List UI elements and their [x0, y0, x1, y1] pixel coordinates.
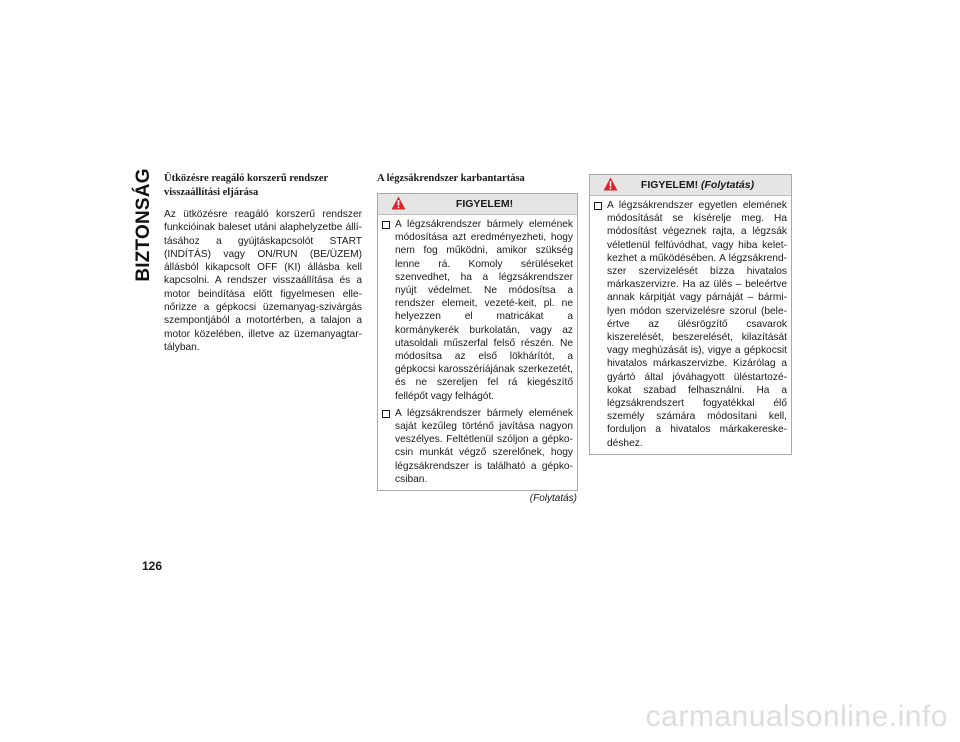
warning-item-text: A légzsákrendszer egyetlen elemének módosítását se kísérelje meg. Ha módosítást végeznek rajta, a légzsák véletlenül felfúvódhat, vagy hiba kelet-kezhet a működésében. A légzsákrend-szer szervizelését bízza hivatalos márkaszervizre. Ha az ülés – beleértve annak kárpitját vagy párnáját – bármi-lyen módon szervizelésre szorul (bele-értve az ülésrögzítő csavarok kiszerelését, beszerelését, kilazítását vagy meghúzását is), vigye a gépkocsit hivatalos márkaszervizbe. Kizárólag a gyártó által jóváhagyott üléstartozé-kokat szabad felhasználni. Ha a légzsákrendszert fogyatékkal élő személy számára módosítani kell, forduljon a hivatalos márkakereske-déshez. [607, 200, 787, 449]
warning-header-continued [590, 175, 791, 196]
section-side-tab [132, 170, 156, 280]
airbag-maintenance-heading: A légzsákrendszer karbantartása [377, 173, 525, 184]
reset-procedure-text: Az ütközésre reagáló korszerű rendszer funkcióinak baleset utáni alaphelyzetbe állí-tásához a gyújtáskapcsolót START (INDÍTÁS) vagy ON/RUN (BE/ÜZEM) állásból kikapcsolt OFF (KI) állásba kell kapcsolni. A rendszer visszaállítása és a motor beindítása előtt figyelmesen elle-nőrizze a gépkocsi üzemanyag-szivárgás szempontjából a motortérben, a talajon a motor közelében, illetve az üzemanyagtar-tályban. [164, 209, 362, 353]
warning-body [378, 215, 577, 490]
checkbox-bullet-icon [382, 410, 390, 418]
warning-title-continued [590, 175, 791, 195]
warning-body-continued [590, 196, 791, 454]
warning-box [377, 193, 578, 491]
reset-procedure-heading: Ütközésre reagáló korszerű rendszer visszaállítási eljárása [164, 173, 328, 198]
warning-title-cont: (Folytatás) [701, 179, 755, 191]
warning-title-main: FIGYELEM! [640, 179, 699, 191]
warning-box-continued [589, 174, 792, 455]
reset-procedure-section [164, 172, 362, 354]
warning-item [382, 407, 573, 486]
page-number: 126 [142, 559, 163, 573]
warning-item-text: A légzsákrendszer bármely elemének saját kezűleg történő javítása nagyon veszélyes. Feltétlenül szóljon a gépko-csin munkát végző szerelőnek, hogy légzsákrendszer is található a gépko-csiban. [395, 407, 573, 485]
warning-triangle-icon [603, 177, 618, 191]
warning-header [378, 194, 577, 215]
warning-item [382, 218, 573, 403]
warning-item-text: A légzsákrendszer bármely elemének módosítása azt eredményezheti, hogy nem fog működni, amikor szükség lenne rá. Komoly sérüléseket szenvedhet, ha a légzsákrendszer nyújt védelmet. Ne módosítsa a rendszer elemeit, vezeté-keit, pl. ne helyezzen el matricákat a kormánykerék burkolatán, vagy az utasoldali műszerfal felső részén. Ne módosítsa az első lökhárítót, a gépkocsi karosszériájának szerkezetét, és ne szereljen fel rá kiegészítő fellépőt vagy felhágót. [395, 219, 573, 402]
warning-continued-section [589, 174, 792, 455]
section-tab-label: BIZTONSÁG [133, 168, 154, 282]
checkbox-bullet-icon [382, 221, 390, 229]
watermark: carmanualsonline.info [645, 700, 948, 733]
warning-triangle-icon [391, 196, 406, 210]
warning-title: FIGYELEM! [455, 198, 514, 210]
continued-note: (Folytatás) [529, 493, 577, 505]
airbag-maintenance-section [377, 172, 578, 504]
checkbox-bullet-icon [594, 202, 602, 210]
warning-item [594, 199, 787, 450]
